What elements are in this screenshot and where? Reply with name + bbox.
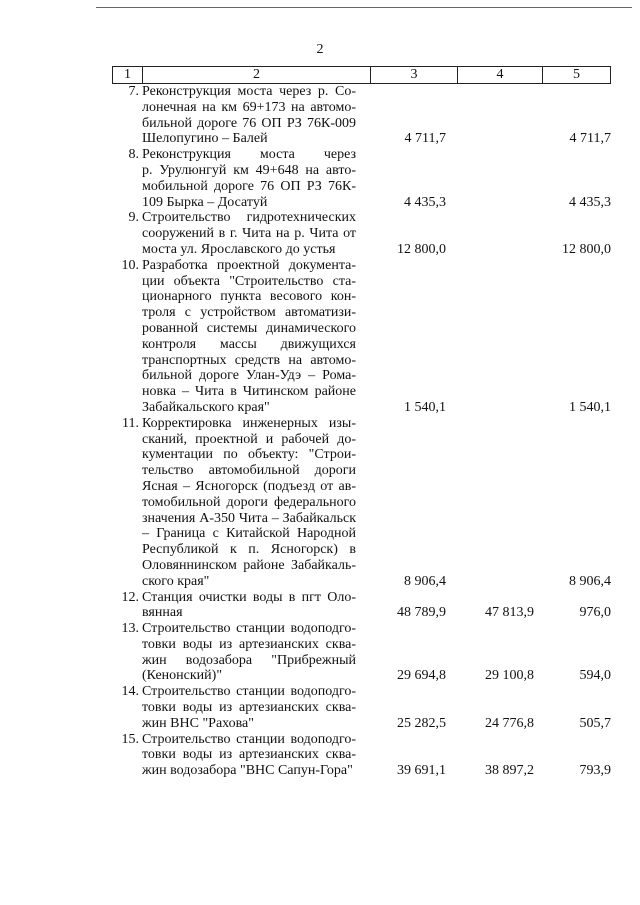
value-col5: 594,0 — [579, 668, 611, 684]
table-header — [112, 66, 611, 84]
description-line: Оловяннинском районе Забайкаль- — [142, 557, 356, 573]
table-row — [112, 621, 622, 684]
description-line: транспортных средств на автомо- — [142, 352, 356, 368]
table-row — [112, 210, 622, 257]
description-line: Республикой к п. Ясногорск) в — [142, 542, 356, 558]
description-line: кументации по объекту: "Строи- — [142, 447, 356, 463]
value-col5: 793,9 — [579, 763, 611, 779]
header-col-1: 1 — [113, 67, 143, 83]
description-line: лонечная на км 69+173 на автомо- — [142, 99, 356, 115]
table-row — [112, 258, 622, 416]
table-row — [112, 684, 622, 731]
description-line: томобильной дороги федерального — [142, 494, 356, 510]
value-col4: 38 897,2 — [485, 763, 534, 779]
description-line: Разработка проектной документа- — [142, 257, 356, 273]
table-row — [112, 732, 622, 779]
value-col5: 505,7 — [579, 715, 611, 731]
description-line: рованной системы динамического — [142, 320, 356, 336]
description-line: значения А-350 Чита – Забайкальск — [142, 510, 356, 526]
value-col3: 25 282,5 — [397, 715, 446, 731]
value-col4: 24 776,8 — [485, 715, 534, 731]
description-line: ционарного пункта весового кон- — [142, 289, 356, 305]
row-description — [142, 416, 356, 590]
value-col3: 4 435,3 — [404, 194, 446, 210]
description-line: (Кенонский)" — [142, 668, 223, 684]
description-line: Ясная – Ясногорск (подъезд от ав- — [142, 478, 356, 494]
value-col3: 4 711,7 — [404, 131, 446, 147]
description-line: моста ул. Ярославского до устья — [142, 241, 336, 257]
table-row — [112, 147, 622, 210]
description-line: бильной дороге Улан-Удэ – Рома- — [142, 368, 356, 384]
row-description — [142, 684, 356, 731]
description-line: Шелопугино – Балей — [142, 131, 268, 147]
description-line: мобильной дороге 76 ОП РЗ 76К- — [142, 178, 356, 194]
page-number: 2 — [316, 42, 324, 57]
value-col3: 8 906,4 — [404, 573, 446, 589]
description-line: Строительство станции водоподго- — [142, 684, 356, 700]
header-col-3: 3 — [371, 67, 458, 83]
value-col4: 29 100,8 — [485, 668, 534, 684]
description-line: бильной дороге 76 ОП РЗ 76К-009 — [142, 115, 356, 131]
description-line: Забайкальского края" — [142, 399, 270, 415]
description-line: ского края" — [142, 573, 210, 589]
value-col5: 8 906,4 — [569, 573, 611, 589]
value-col3: 39 691,1 — [397, 763, 446, 779]
table-row — [112, 84, 622, 147]
description-line: контроля массы движущихся — [142, 336, 356, 352]
description-line: товки воды из артезианских сква- — [142, 700, 356, 716]
table-row — [112, 416, 622, 590]
row-number: 8. — [128, 147, 139, 163]
description-line: ции объекта "Строительство ста- — [142, 273, 356, 289]
description-line: тельство автомобильной дороги — [142, 463, 356, 479]
description-line: 109 Бырка – Досатуй — [142, 194, 268, 210]
row-number: 12. — [121, 589, 139, 605]
value-col3: 12 800,0 — [397, 241, 446, 257]
description-line: троля с устройством автоматизи- — [142, 305, 356, 321]
description-line: жин водозабора "Прибрежный — [142, 652, 356, 668]
top-rule — [96, 7, 632, 8]
description-line: – Граница с Китайской Народной — [142, 526, 356, 542]
value-col4: 47 813,9 — [485, 605, 534, 621]
description-line: Реконструкция моста через — [142, 147, 356, 163]
description-line: сооружений в г. Чита на р. Чита от — [142, 226, 356, 242]
row-description — [142, 258, 356, 416]
description-line: товки воды из артезианских сква- — [142, 636, 356, 652]
row-number: 10. — [121, 257, 139, 273]
value-col5: 976,0 — [579, 605, 611, 621]
description-line: Станция очистки воды в пгт Оло- — [142, 589, 356, 605]
row-number: 14. — [121, 684, 139, 700]
description-line: сканий, проектной и рабочей до- — [142, 431, 356, 447]
description-line: Строительство станции водоподго- — [142, 731, 356, 747]
description-line: жин ВНС "Рахова" — [142, 715, 254, 731]
value-col5: 12 800,0 — [562, 241, 611, 257]
value-col5: 1 540,1 — [569, 399, 611, 415]
description-line: новка – Чита в Читинском районе — [142, 384, 356, 400]
row-description — [142, 621, 356, 684]
row-number: 11. — [122, 415, 139, 431]
value-col5: 4 435,3 — [569, 194, 611, 210]
row-description — [142, 84, 356, 147]
description-line: р. Урулюнгуй км 49+648 на авто- — [142, 162, 356, 178]
row-description — [142, 210, 356, 257]
table-row — [112, 590, 622, 622]
row-number: 15. — [121, 731, 139, 747]
description-line: Строительство гидротехнических — [142, 210, 356, 226]
description-line: товки воды из артезианских сква- — [142, 747, 356, 763]
row-number: 13. — [121, 621, 139, 637]
value-col3: 29 694,8 — [397, 668, 446, 684]
header-col-5: 5 — [573, 67, 580, 82]
row-description — [142, 732, 356, 779]
description-line: Реконструкция моста через р. Со- — [142, 84, 356, 99]
header-col-2: 2 — [143, 67, 371, 83]
description-line: Корректировка инженерных изы- — [142, 415, 356, 431]
value-col5: 4 711,7 — [569, 131, 611, 147]
value-col3: 1 540,1 — [404, 399, 446, 415]
row-description — [142, 590, 356, 622]
description-line: вянная — [142, 605, 183, 621]
description-line: жин водозабора "ВНС Сапун-Гора" — [142, 763, 353, 779]
row-number: 7. — [128, 84, 139, 99]
description-line: Строительство станции водоподго- — [142, 621, 356, 637]
value-col3: 48 789,9 — [397, 605, 446, 621]
row-description — [142, 147, 356, 210]
row-number: 9. — [128, 210, 139, 226]
table-body — [112, 84, 622, 779]
header-col-4: 4 — [458, 67, 543, 83]
